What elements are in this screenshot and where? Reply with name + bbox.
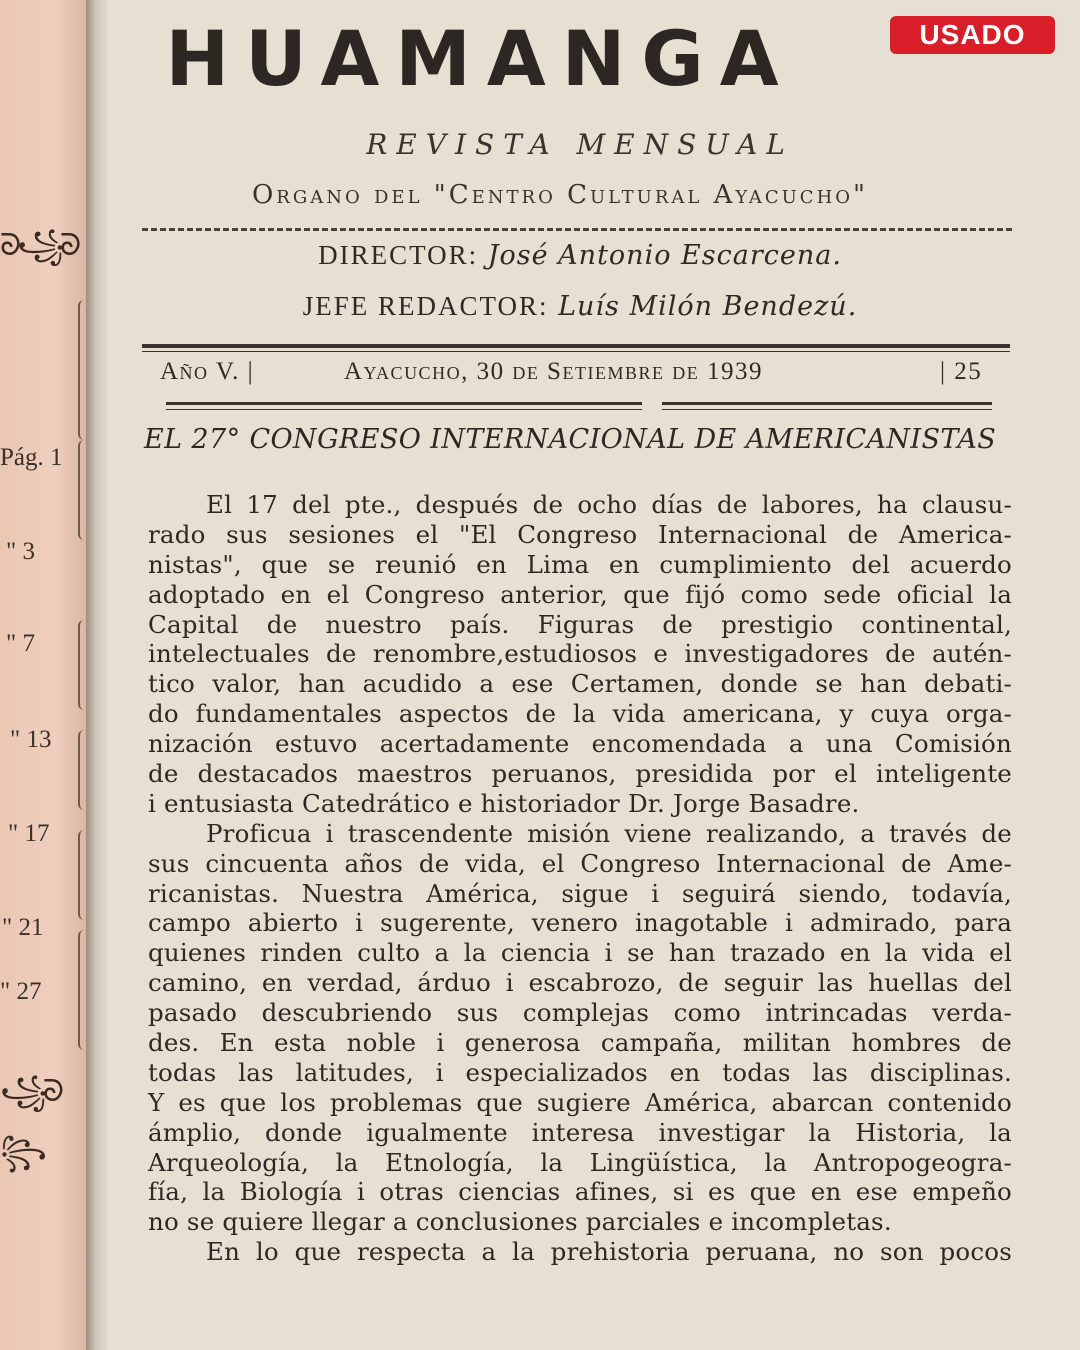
masthead-title: HUAMANGA <box>165 14 795 103</box>
header-rule <box>142 344 1010 348</box>
index-entry: " 3 <box>6 538 35 565</box>
volume-year: Año V. | <box>160 358 255 385</box>
body-line: fía, la Biología i otras ciencias afines, si es que en ese empeño <box>148 1177 1012 1207</box>
index-entry: " 21 <box>2 914 44 941</box>
brace-mark <box>78 440 86 540</box>
body-line: intelectuales de renombre,estudiosos e investigadores de autén- <box>148 639 1012 669</box>
body-line: camino, en verdad, árduo i escabrozo, de seguir las huellas del <box>148 968 1012 998</box>
brace-mark <box>78 930 86 1050</box>
used-badge: USADO <box>890 16 1055 54</box>
issue-number: | 25 <box>940 358 983 385</box>
body-line: de destacados maestros peruanos, presidida por el inteligente <box>148 759 1012 789</box>
editor-name: Luís Milón Bendezú. <box>558 291 858 322</box>
body-line: des. En esta noble i generosa campaña, militan hombres de <box>148 1028 1012 1058</box>
book-gutter <box>86 0 108 1350</box>
body-line: adoptado en el Congreso anterior, que fijó como sede oficial la <box>148 579 1012 609</box>
place-date: Ayacucho, 30 de Setiembre de 1939 <box>344 358 763 385</box>
brace-mark <box>78 830 86 920</box>
body-line: campo abierto i sugerente, venero inagotable i admirado, para <box>148 908 1012 938</box>
body-line: En lo que respecta a la prehistoria peruana, no son pocos <box>206 1237 1012 1267</box>
dateline-rule-left <box>166 402 642 405</box>
body-line: nización estuvo acertadamente encomendada a una Comisión <box>148 729 1012 759</box>
dashed-divider <box>142 228 1012 231</box>
body-line: El 17 del pte., después de ocho días de labores, ha clausu- <box>206 490 1012 519</box>
index-entry: " 17 <box>8 820 50 847</box>
director-name: José Antonio Escarcena. <box>487 240 842 271</box>
article-body <box>148 490 1012 1267</box>
article-headline: EL 27° CONGRESO INTERNACIONAL DE AMERICANISTAS <box>144 424 997 455</box>
header-rule-thin <box>142 351 1010 352</box>
ornament-top: ᘐ꧁ᘐ <box>0 228 78 263</box>
body-line: Proficua i trascendente misión viene realizando, a través de <box>206 818 1012 848</box>
brace-mark <box>78 620 86 710</box>
body-line: Arqueología, la Etnología, la Lingüística, la Antropogeogra- <box>148 1147 1012 1177</box>
dateline <box>160 358 1005 398</box>
body-line: no se quiere llegar a conclusiones parciales e incompletas. <box>148 1207 892 1237</box>
organ-line: Organo del "Centro Cultural Ayacucho" <box>251 180 868 210</box>
body-line: pasado descubriendo sus complejas como intrincadas verda- <box>148 998 1012 1028</box>
index-entry: " 7 <box>6 630 35 657</box>
body-line: Capital de nuestro país. Figuras de prestigio continental, <box>148 609 1012 639</box>
body-line: todas las latitudes, i especializados en todas las disciplinas. <box>148 1057 1012 1087</box>
body-line: nistas", que se reunió en Lima en cumplimiento del acuerdo <box>148 549 1012 579</box>
body-line: ámplio, donde igualmente interesa investigar la Historia, la <box>148 1117 1012 1147</box>
body-line: quienes rinden culto a la ciencia i se han trazado en la vida el <box>148 938 1012 968</box>
previous-page-edge <box>0 0 92 1350</box>
editor-role: JEFE REDACTOR: <box>302 291 549 321</box>
body-line: rado sus sesiones el "El Congreso Internacional de America- <box>148 519 1012 549</box>
body-line: do fundamentales aspectos de la vida americana, y cuya orga- <box>148 699 1012 729</box>
dateline-rule-right <box>662 402 992 405</box>
body-line: sus cincuenta años de vida, el Congreso Internacional de Ame- <box>148 848 1012 878</box>
index-entry: Pág. 1 <box>0 444 63 471</box>
brace-mark <box>78 730 86 810</box>
body-line: tico valor, han acudido a ese Certamen, donde se han debati- <box>148 669 1012 699</box>
dateline-rule-left-thin <box>166 409 642 410</box>
body-line: Y es que los problemas que sugiere América, abarcan contenido <box>148 1087 1012 1117</box>
masthead-subtitle: REVISTA MENSUAL <box>366 128 794 161</box>
body-line: i entusiasta Catedrático e historiador Dr. Jorge Basadre. <box>148 788 860 818</box>
dateline-rule-right-thin <box>662 409 992 410</box>
index-entry: " 13 <box>10 726 52 753</box>
body-line: ricanistas. Nuestra América, sigue i seguirá siendo, todavía, <box>148 878 1012 908</box>
editor-line <box>150 291 1010 322</box>
director-role: DIRECTOR: <box>318 240 479 270</box>
brace-mark <box>78 300 86 440</box>
index-entry: " 27 <box>0 978 42 1005</box>
ornament-bottom: ꧁ᘐ꧂ <box>0 1074 60 1170</box>
director-line <box>150 240 1010 271</box>
